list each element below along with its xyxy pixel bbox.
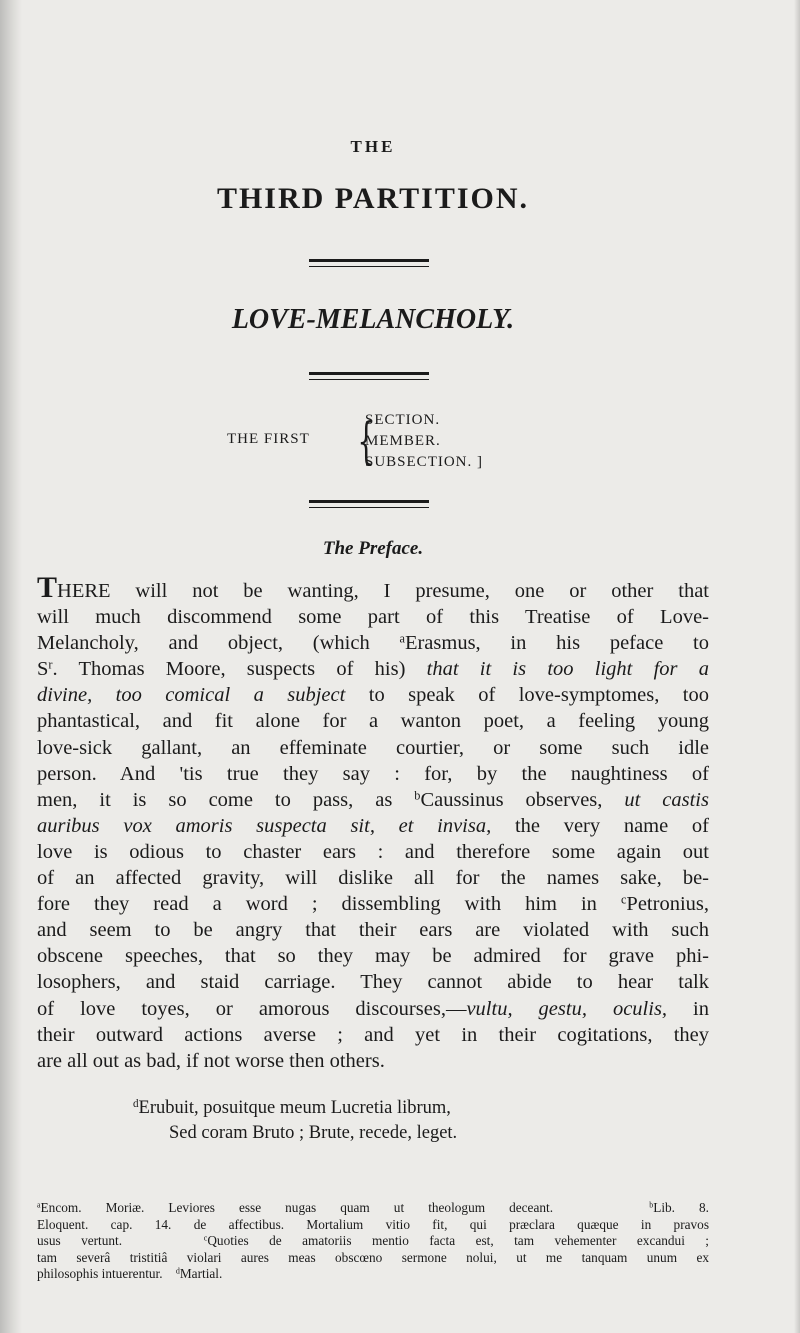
footnote-text: Eloquent. cap. 14. de affectibus. Mortalium vitio fit, qui præclara quæque in pravos	[37, 1216, 709, 1232]
ornamental-rule	[309, 259, 429, 267]
section-item: MEMBER.	[365, 433, 441, 449]
body-line	[37, 761, 709, 787]
body-text-run: Petronius,	[626, 893, 709, 916]
footnote-text: tam severâ tristitiâ violari aures meas obscœno sermone nolui, ut me tanquam unum ex	[37, 1249, 709, 1265]
body-line	[37, 891, 709, 917]
footnote-marker: d	[133, 1097, 139, 1110]
footnote-text: Lib. 8.	[653, 1200, 710, 1215]
body-line	[37, 943, 709, 969]
section-first-label: THE FIRST	[227, 431, 310, 447]
body-line	[37, 571, 709, 604]
body-text-run: love is odious to chaster ears : and therefore some again out	[37, 840, 709, 863]
page-edge-shadow	[0, 0, 22, 1333]
footnote-line	[37, 1266, 709, 1283]
body-text-run: person. And 'tis true they say : for, by the naughtiness of	[37, 762, 709, 785]
body-line	[37, 996, 709, 1022]
footnote-line	[37, 1200, 709, 1217]
body-text-run: S	[37, 658, 49, 681]
verse-line: Sed coram Bruto ; Brute, recede, leget.	[169, 1123, 458, 1143]
body-text-run: love-sick gallant, an effeminate courtier, or some such idle	[37, 736, 709, 759]
footnote-gap	[122, 1233, 204, 1248]
footnote-text: philosophis intuerentur.	[37, 1266, 163, 1282]
body-text-run: the very name of	[491, 814, 709, 837]
footnotes	[37, 1200, 709, 1283]
body-text-run: Erasmus, in his peface to	[404, 632, 709, 655]
footnote-line	[37, 1233, 709, 1250]
preface-body	[37, 571, 709, 1074]
footnote-marker: d	[175, 1267, 180, 1276]
body-text-run: will much discommend some part of this Treatise of Love-	[37, 606, 709, 629]
body-line	[37, 969, 709, 995]
body-line	[37, 1022, 709, 1048]
preface-title: The Preface.	[322, 538, 424, 559]
ornamental-rule	[309, 500, 429, 508]
body-line	[37, 839, 709, 865]
partition-prefix: THE	[350, 137, 396, 156]
body-text-run: . Thomas Moore, suspects of his)	[52, 658, 427, 681]
verse-text: Erubuit, posuitque meum Lucretia librum,	[138, 1098, 451, 1118]
body-text-run: in	[667, 997, 709, 1020]
body-text-run: are all out as bad, if not worse then others.	[37, 1049, 385, 1072]
body-line	[37, 682, 709, 708]
body-text-run: their outward actions averse ; and yet in their cogitations, they	[37, 1023, 709, 1046]
body-text-run: to speak of love-symptomes, too	[345, 684, 709, 707]
footnote-line	[37, 1250, 709, 1267]
footnote-marker: c	[620, 892, 627, 907]
body-line	[37, 813, 709, 839]
body-text-run: Caussinus observes,	[420, 788, 625, 811]
footnote-marker: r	[48, 657, 53, 672]
body-line	[37, 787, 709, 813]
footnote-gap	[553, 1200, 649, 1215]
body-text-run: losophers, and staid carriage. They cannot abide to hear talk	[37, 971, 709, 994]
body-line	[37, 1048, 709, 1074]
section-heading	[227, 410, 547, 476]
footnote-text: Martial.	[179, 1266, 223, 1282]
italic-run: vultu, gestu, oculis,	[466, 997, 668, 1020]
body-line	[37, 604, 709, 630]
body-line	[37, 735, 709, 761]
drop-capital: T	[37, 571, 58, 604]
page-edge-right	[794, 0, 800, 1333]
body-line	[37, 656, 709, 682]
body-line	[37, 865, 709, 891]
footnote-marker: a	[37, 1200, 41, 1210]
body-line	[37, 630, 709, 656]
body-line	[37, 917, 709, 943]
footnote-marker: a	[399, 631, 405, 646]
section-items	[365, 410, 483, 473]
body-text-run: obscene speeches, that so they may be admired for grave phi-	[37, 945, 709, 968]
partition-subtitle: LOVE-MELANCHOLY.	[231, 304, 515, 335]
italic-run: divine, too comical a subject	[37, 684, 346, 707]
section-item: SECTION.	[365, 412, 441, 428]
body-text-run: men, it is so come to pass, as	[37, 788, 415, 811]
footnote-text: usus vertunt.	[37, 1233, 123, 1249]
body-text-run: HERE will not be wanting, I presume, one or other that	[57, 580, 709, 602]
italic-run: that it is too light for a	[426, 658, 709, 681]
footnote-marker: b	[414, 788, 421, 802]
body-line	[37, 708, 709, 734]
italic-run: ut castis	[624, 788, 709, 811]
footnote-text: Encom. Moriæ. Leviores esse nugas quam ut theologum deceant.	[40, 1200, 554, 1215]
verse-quotation	[133, 1096, 457, 1146]
body-text-run: phantastical, and fit alone for a wanton poet, a feeling young	[37, 710, 709, 733]
footnote-marker: c	[203, 1233, 208, 1243]
ornamental-rule	[309, 372, 429, 380]
footnote-marker: b	[649, 1200, 654, 1210]
body-text-run: of love toyes, or amorous discourses,—	[37, 997, 467, 1020]
verse-line	[133, 1098, 451, 1118]
footnote-text: Quoties de amatoriis mentio facta est, tam vehementer excandui ;	[207, 1233, 710, 1249]
section-item: SUBSECTION. ]	[365, 454, 484, 470]
body-text-run: and seem to be angry that their ears are violated with such	[37, 919, 709, 942]
italic-run: auribus vox amoris suspecta sit, et invisa,	[37, 814, 492, 837]
brace-glyph: {	[357, 412, 376, 470]
partition-title: THIRD PARTITION.	[216, 182, 530, 215]
footnote-line	[37, 1217, 709, 1234]
body-text-run: Melancholy, and object, (which	[37, 632, 400, 655]
body-text-run: fore they read a word ; dissembling with him in	[37, 893, 621, 916]
footnote-gap	[163, 1266, 176, 1281]
body-text-run: of an affected gravity, will dislike all for the names sake, be-	[37, 867, 709, 890]
